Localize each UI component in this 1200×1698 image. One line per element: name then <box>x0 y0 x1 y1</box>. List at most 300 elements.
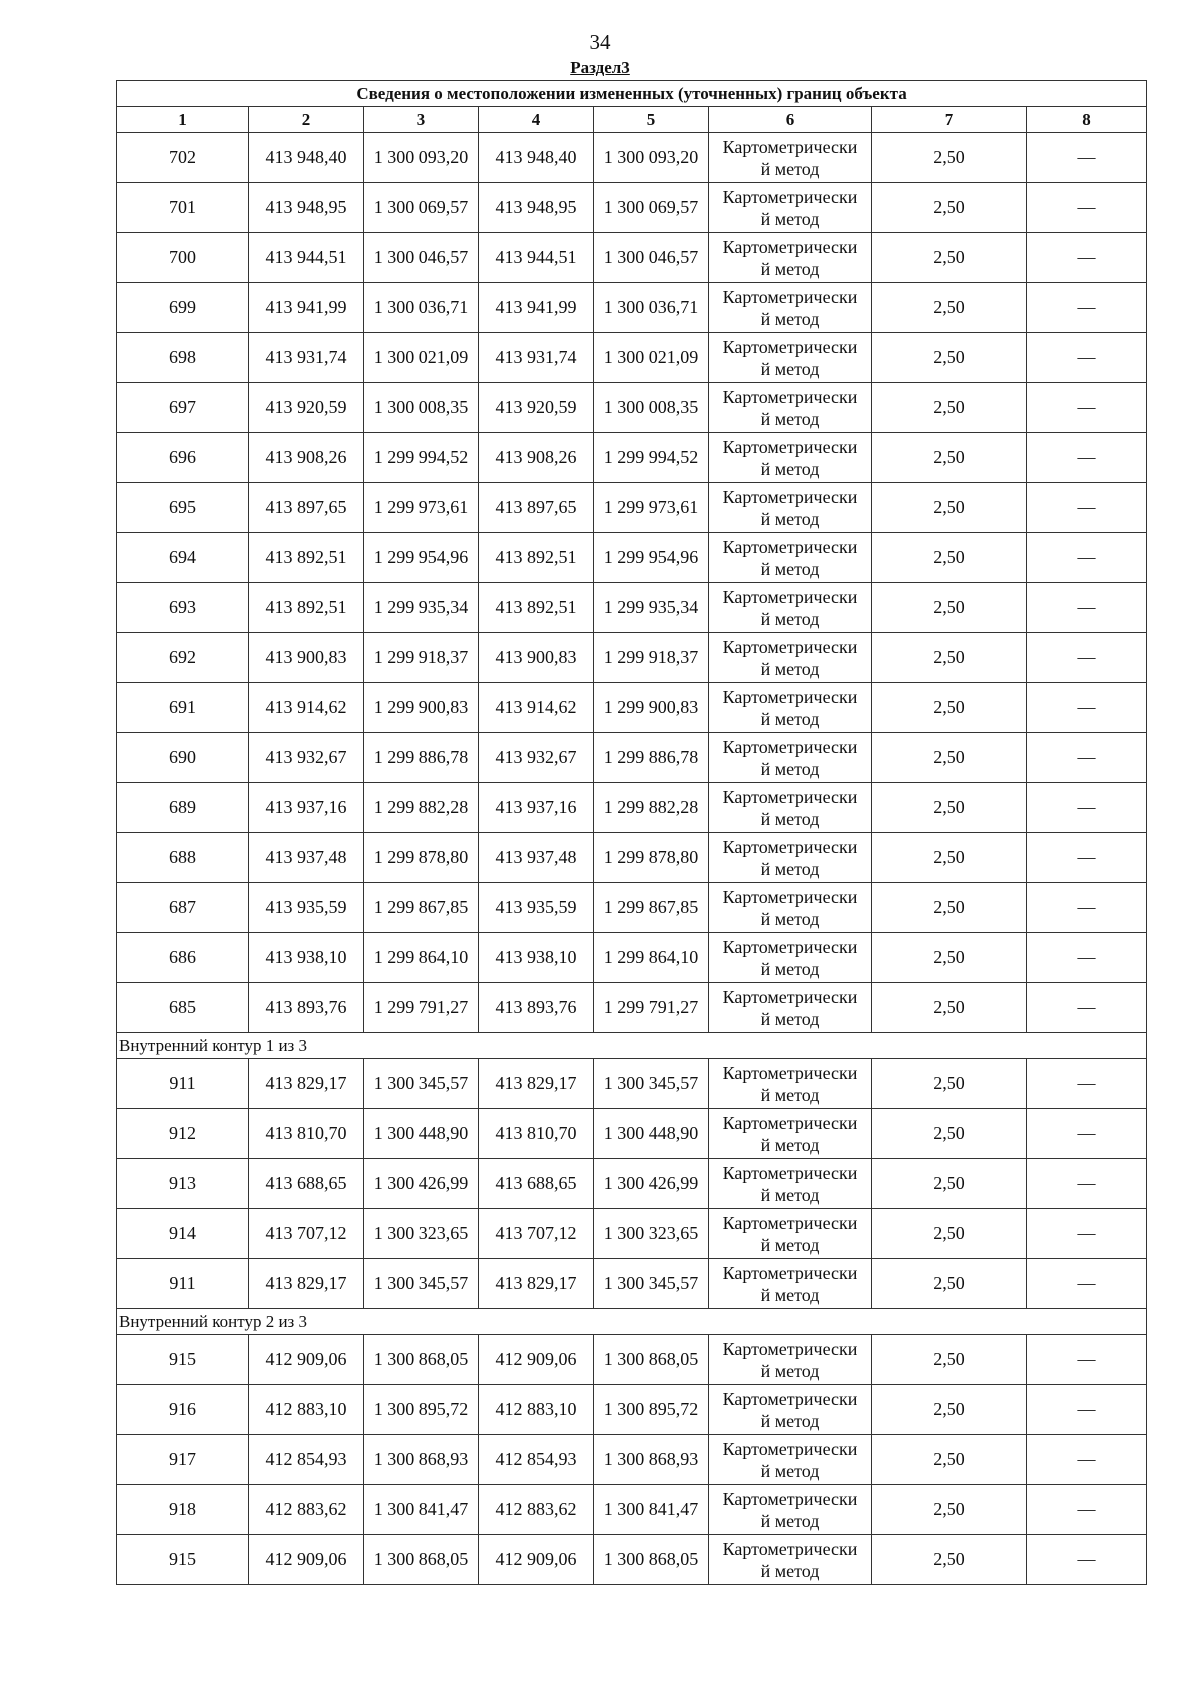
y-coordinate-cell: 1 299 886,78 <box>594 733 709 783</box>
accuracy-cell: 2,50 <box>872 133 1027 183</box>
x-coordinate-cell: 413 829,17 <box>479 1259 594 1309</box>
description-cell: — <box>1027 1335 1147 1385</box>
accuracy-cell: 2,50 <box>872 1535 1027 1585</box>
x-coordinate-cell: 412 883,62 <box>479 1485 594 1535</box>
method-text-line: Картометрически <box>722 586 858 607</box>
method-text-line: й метод <box>760 308 820 329</box>
x-coordinate-cell: 413 829,17 <box>479 1059 594 1109</box>
method-cell <box>709 633 872 683</box>
method-text-line: й метод <box>760 1460 820 1481</box>
table-row <box>117 683 1147 733</box>
method-text-line: Картометрически <box>722 1388 858 1409</box>
point-number-cell: 697 <box>117 383 249 433</box>
y-coordinate-cell: 1 300 069,57 <box>594 183 709 233</box>
table-row <box>117 1535 1147 1585</box>
method-text-line: Картометрически <box>722 186 858 207</box>
x-coordinate-cell: 413 937,48 <box>249 833 364 883</box>
x-coordinate-cell: 413 900,83 <box>249 633 364 683</box>
method-text-line: й метод <box>760 808 820 829</box>
table-title-row <box>117 81 1147 107</box>
method-cell <box>709 433 872 483</box>
column-number: 5 <box>594 107 709 133</box>
method-cell <box>709 233 872 283</box>
section-title: Раздел3 <box>570 58 630 77</box>
y-coordinate-cell: 1 299 878,80 <box>594 833 709 883</box>
table-row <box>117 783 1147 833</box>
description-cell: — <box>1027 1435 1147 1485</box>
method-text-line: й метод <box>760 1510 820 1531</box>
y-coordinate-cell: 1 300 841,47 <box>364 1485 479 1535</box>
method-text-line: й метод <box>760 958 820 979</box>
description-cell: — <box>1027 883 1147 933</box>
accuracy-cell: 2,50 <box>872 983 1027 1033</box>
description-cell: — <box>1027 733 1147 783</box>
table-row <box>117 383 1147 433</box>
point-number-cell: 914 <box>117 1209 249 1259</box>
x-coordinate-cell: 413 829,17 <box>249 1059 364 1109</box>
x-coordinate-cell: 413 948,95 <box>249 183 364 233</box>
coordinates-table <box>116 80 1147 1585</box>
table-row <box>117 133 1147 183</box>
x-coordinate-cell: 413 944,51 <box>479 233 594 283</box>
description-cell: — <box>1027 683 1147 733</box>
column-number: 4 <box>479 107 594 133</box>
y-coordinate-cell: 1 300 093,20 <box>594 133 709 183</box>
point-number-cell: 701 <box>117 183 249 233</box>
y-coordinate-cell: 1 300 868,05 <box>364 1535 479 1585</box>
y-coordinate-cell: 1 299 864,10 <box>594 933 709 983</box>
x-coordinate-cell: 413 810,70 <box>249 1109 364 1159</box>
method-text-line: Картометрически <box>722 486 858 507</box>
method-text-line: й метод <box>760 1184 820 1205</box>
x-coordinate-cell: 412 909,06 <box>249 1535 364 1585</box>
y-coordinate-cell: 1 300 895,72 <box>364 1385 479 1435</box>
table-title: Сведения о местоположении измененных (уточненных) границ объекта <box>117 81 1147 107</box>
y-coordinate-cell: 1 299 864,10 <box>364 933 479 983</box>
description-cell: — <box>1027 1259 1147 1309</box>
method-text-line: Картометрически <box>722 1338 858 1359</box>
method-cell <box>709 733 872 783</box>
method-text-line: Картометрически <box>722 1438 858 1459</box>
contour-label-row <box>117 1033 1147 1059</box>
method-cell <box>709 833 872 883</box>
y-coordinate-cell: 1 299 954,96 <box>364 533 479 583</box>
method-text-line: й метод <box>760 908 820 929</box>
table-row <box>117 1259 1147 1309</box>
y-coordinate-cell: 1 300 868,93 <box>594 1435 709 1485</box>
point-number-cell: 913 <box>117 1159 249 1209</box>
method-text-line: й метод <box>760 608 820 629</box>
x-coordinate-cell: 413 935,59 <box>249 883 364 933</box>
method-text-line: й метод <box>760 1134 820 1155</box>
method-text-line: Картометрически <box>722 986 858 1007</box>
method-cell <box>709 1535 872 1585</box>
method-cell <box>709 533 872 583</box>
y-coordinate-cell: 1 299 867,85 <box>364 883 479 933</box>
y-coordinate-cell: 1 300 868,05 <box>594 1535 709 1585</box>
point-number-cell: 700 <box>117 233 249 283</box>
point-number-cell: 702 <box>117 133 249 183</box>
table-row <box>117 1385 1147 1435</box>
x-coordinate-cell: 413 948,40 <box>249 133 364 183</box>
method-text-line: Картометрически <box>722 786 858 807</box>
method-cell <box>709 1385 872 1435</box>
y-coordinate-cell: 1 299 791,27 <box>364 983 479 1033</box>
method-cell <box>709 483 872 533</box>
description-cell: — <box>1027 133 1147 183</box>
y-coordinate-cell: 1 299 886,78 <box>364 733 479 783</box>
x-coordinate-cell: 412 909,06 <box>249 1335 364 1385</box>
table-row <box>117 183 1147 233</box>
method-text-line: Картометрически <box>722 636 858 657</box>
description-cell: — <box>1027 233 1147 283</box>
y-coordinate-cell: 1 299 973,61 <box>364 483 479 533</box>
accuracy-cell: 2,50 <box>872 883 1027 933</box>
description-cell: — <box>1027 333 1147 383</box>
x-coordinate-cell: 413 932,67 <box>479 733 594 783</box>
page-number: 34 <box>589 30 611 54</box>
table-row <box>117 733 1147 783</box>
y-coordinate-cell: 1 299 994,52 <box>364 433 479 483</box>
y-coordinate-cell: 1 299 935,34 <box>364 583 479 633</box>
method-cell <box>709 1485 872 1535</box>
method-text-line: Картометрически <box>722 1112 858 1133</box>
method-text-line: Картометрически <box>722 286 858 307</box>
description-cell: — <box>1027 533 1147 583</box>
method-text-line: й метод <box>760 458 820 479</box>
x-coordinate-cell: 413 892,51 <box>479 583 594 633</box>
x-coordinate-cell: 413 688,65 <box>479 1159 594 1209</box>
y-coordinate-cell: 1 300 046,57 <box>364 233 479 283</box>
y-coordinate-cell: 1 299 900,83 <box>594 683 709 733</box>
method-text-line: Картометрически <box>722 386 858 407</box>
y-coordinate-cell: 1 300 323,65 <box>364 1209 479 1259</box>
table-row <box>117 983 1147 1033</box>
accuracy-cell: 2,50 <box>872 1109 1027 1159</box>
x-coordinate-cell: 413 914,62 <box>249 683 364 733</box>
y-coordinate-cell: 1 300 345,57 <box>364 1259 479 1309</box>
x-coordinate-cell: 413 944,51 <box>249 233 364 283</box>
table-row <box>117 1109 1147 1159</box>
x-coordinate-cell: 412 883,62 <box>249 1485 364 1535</box>
y-coordinate-cell: 1 299 954,96 <box>594 533 709 583</box>
y-coordinate-cell: 1 300 021,09 <box>594 333 709 383</box>
y-coordinate-cell: 1 300 895,72 <box>594 1385 709 1435</box>
point-number-cell: 691 <box>117 683 249 733</box>
accuracy-cell: 2,50 <box>872 433 1027 483</box>
accuracy-cell: 2,50 <box>872 1435 1027 1485</box>
y-coordinate-cell: 1 299 918,37 <box>594 633 709 683</box>
table-row <box>117 1059 1147 1109</box>
accuracy-cell: 2,50 <box>872 933 1027 983</box>
x-coordinate-cell: 413 892,51 <box>249 583 364 633</box>
method-cell <box>709 1335 872 1385</box>
description-cell: — <box>1027 833 1147 883</box>
x-coordinate-cell: 413 900,83 <box>479 633 594 683</box>
accuracy-cell: 2,50 <box>872 233 1027 283</box>
point-number-cell: 699 <box>117 283 249 333</box>
method-text-line: й метод <box>760 208 820 229</box>
description-cell: — <box>1027 1385 1147 1435</box>
x-coordinate-cell: 413 707,12 <box>249 1209 364 1259</box>
y-coordinate-cell: 1 299 867,85 <box>594 883 709 933</box>
description-cell: — <box>1027 633 1147 683</box>
y-coordinate-cell: 1 299 935,34 <box>594 583 709 633</box>
accuracy-cell: 2,50 <box>872 283 1027 333</box>
y-coordinate-cell: 1 299 882,28 <box>594 783 709 833</box>
point-number-cell: 690 <box>117 733 249 783</box>
y-coordinate-cell: 1 300 093,20 <box>364 133 479 183</box>
y-coordinate-cell: 1 300 448,90 <box>594 1109 709 1159</box>
x-coordinate-cell: 413 707,12 <box>479 1209 594 1259</box>
method-cell <box>709 883 872 933</box>
table-row <box>117 1435 1147 1485</box>
description-cell: — <box>1027 383 1147 433</box>
accuracy-cell: 2,50 <box>872 1209 1027 1259</box>
method-cell <box>709 1259 872 1309</box>
x-coordinate-cell: 413 892,51 <box>249 533 364 583</box>
x-coordinate-cell: 412 883,10 <box>249 1385 364 1435</box>
method-cell <box>709 1109 872 1159</box>
x-coordinate-cell: 413 931,74 <box>479 333 594 383</box>
point-number-cell: 911 <box>117 1059 249 1109</box>
x-coordinate-cell: 413 932,67 <box>249 733 364 783</box>
y-coordinate-cell: 1 300 426,99 <box>364 1159 479 1209</box>
method-cell <box>709 183 872 233</box>
y-coordinate-cell: 1 300 868,05 <box>594 1335 709 1385</box>
method-cell <box>709 683 872 733</box>
y-coordinate-cell: 1 299 882,28 <box>364 783 479 833</box>
method-cell <box>709 283 872 333</box>
method-text-line: й метод <box>760 658 820 679</box>
description-cell: — <box>1027 783 1147 833</box>
y-coordinate-cell: 1 300 345,57 <box>364 1059 479 1109</box>
y-coordinate-cell: 1 299 791,27 <box>594 983 709 1033</box>
point-number-cell: 918 <box>117 1485 249 1535</box>
method-text-line: Картометрически <box>722 236 858 257</box>
x-coordinate-cell: 413 937,16 <box>249 783 364 833</box>
method-text-line: й метод <box>760 758 820 779</box>
x-coordinate-cell: 413 931,74 <box>249 333 364 383</box>
y-coordinate-cell: 1 300 868,05 <box>364 1335 479 1385</box>
column-number: 8 <box>1027 107 1147 133</box>
contour-label: Внутренний контур 2 из 3 <box>117 1309 1147 1335</box>
y-coordinate-cell: 1 300 069,57 <box>364 183 479 233</box>
method-text-line: й метод <box>760 1084 820 1105</box>
method-cell <box>709 933 872 983</box>
accuracy-cell: 2,50 <box>872 333 1027 383</box>
method-text-line: й метод <box>760 508 820 529</box>
description-cell: — <box>1027 1535 1147 1585</box>
accuracy-cell: 2,50 <box>872 683 1027 733</box>
method-text-line: Картометрически <box>722 1212 858 1233</box>
x-coordinate-cell: 413 948,40 <box>479 133 594 183</box>
description-cell: — <box>1027 1485 1147 1535</box>
method-text-line: Картометрически <box>722 736 858 757</box>
description-cell: — <box>1027 183 1147 233</box>
x-coordinate-cell: 413 810,70 <box>479 1109 594 1159</box>
method-cell <box>709 333 872 383</box>
y-coordinate-cell: 1 299 900,83 <box>364 683 479 733</box>
point-number-cell: 689 <box>117 783 249 833</box>
accuracy-cell: 2,50 <box>872 633 1027 683</box>
accuracy-cell: 2,50 <box>872 183 1027 233</box>
description-cell: — <box>1027 483 1147 533</box>
table-row <box>117 933 1147 983</box>
table-row <box>117 233 1147 283</box>
method-text-line: й метод <box>760 708 820 729</box>
x-coordinate-cell: 412 909,06 <box>479 1335 594 1385</box>
x-coordinate-cell: 412 854,93 <box>249 1435 364 1485</box>
table-row <box>117 1335 1147 1385</box>
accuracy-cell: 2,50 <box>872 583 1027 633</box>
x-coordinate-cell: 412 909,06 <box>479 1535 594 1585</box>
method-text-line: Картометрически <box>722 436 858 457</box>
column-number: 1 <box>117 107 249 133</box>
x-coordinate-cell: 413 941,99 <box>249 283 364 333</box>
x-coordinate-cell: 413 893,76 <box>249 983 364 1033</box>
point-number-cell: 915 <box>117 1335 249 1385</box>
x-coordinate-cell: 413 937,16 <box>479 783 594 833</box>
table-row <box>117 533 1147 583</box>
column-number: 2 <box>249 107 364 133</box>
y-coordinate-cell: 1 300 448,90 <box>364 1109 479 1159</box>
x-coordinate-cell: 413 914,62 <box>479 683 594 733</box>
method-text-line: Картометрически <box>722 136 858 157</box>
method-cell <box>709 583 872 633</box>
point-number-cell: 695 <box>117 483 249 533</box>
table-row <box>117 483 1147 533</box>
method-text-line: й метод <box>760 408 820 429</box>
y-coordinate-cell: 1 300 345,57 <box>594 1059 709 1109</box>
x-coordinate-cell: 413 920,59 <box>249 383 364 433</box>
accuracy-cell: 2,50 <box>872 783 1027 833</box>
x-coordinate-cell: 413 893,76 <box>479 983 594 1033</box>
method-text-line: Картометрически <box>722 1062 858 1083</box>
method-text-line: й метод <box>760 558 820 579</box>
method-text-line: Картометрически <box>722 1262 858 1283</box>
method-text-line: Картометрически <box>722 1162 858 1183</box>
accuracy-cell: 2,50 <box>872 1259 1027 1309</box>
point-number-cell: 694 <box>117 533 249 583</box>
method-text-line: Картометрически <box>722 336 858 357</box>
method-text-line: Картометрически <box>722 1538 858 1559</box>
table-row <box>117 283 1147 333</box>
method-cell <box>709 983 872 1033</box>
table-row <box>117 583 1147 633</box>
y-coordinate-cell: 1 300 021,09 <box>364 333 479 383</box>
y-coordinate-cell: 1 299 918,37 <box>364 633 479 683</box>
point-number-cell: 911 <box>117 1259 249 1309</box>
description-cell: — <box>1027 433 1147 483</box>
description-cell: — <box>1027 283 1147 333</box>
accuracy-cell: 2,50 <box>872 1335 1027 1385</box>
point-number-cell: 917 <box>117 1435 249 1485</box>
table-row <box>117 1209 1147 1259</box>
x-coordinate-cell: 413 897,65 <box>249 483 364 533</box>
method-cell <box>709 383 872 433</box>
table-row <box>117 883 1147 933</box>
point-number-cell: 916 <box>117 1385 249 1435</box>
method-text-line: Картометрически <box>722 1488 858 1509</box>
method-text-line: й метод <box>760 358 820 379</box>
x-coordinate-cell: 413 688,65 <box>249 1159 364 1209</box>
method-text-line: й метод <box>760 1360 820 1381</box>
description-cell: — <box>1027 983 1147 1033</box>
y-coordinate-cell: 1 299 973,61 <box>594 483 709 533</box>
column-number: 3 <box>364 107 479 133</box>
table-row <box>117 633 1147 683</box>
method-cell <box>709 133 872 183</box>
contour-label: Внутренний контур 1 из 3 <box>117 1033 1147 1059</box>
method-cell <box>709 1159 872 1209</box>
point-number-cell: 912 <box>117 1109 249 1159</box>
table-row <box>117 1159 1147 1209</box>
y-coordinate-cell: 1 300 008,35 <box>364 383 479 433</box>
point-number-cell: 688 <box>117 833 249 883</box>
description-cell: — <box>1027 1209 1147 1259</box>
x-coordinate-cell: 413 908,26 <box>249 433 364 483</box>
point-number-cell: 692 <box>117 633 249 683</box>
y-coordinate-cell: 1 300 036,71 <box>594 283 709 333</box>
accuracy-cell: 2,50 <box>872 483 1027 533</box>
x-coordinate-cell: 413 938,10 <box>479 933 594 983</box>
point-number-cell: 696 <box>117 433 249 483</box>
contour-label-row <box>117 1309 1147 1335</box>
y-coordinate-cell: 1 300 868,93 <box>364 1435 479 1485</box>
point-number-cell: 698 <box>117 333 249 383</box>
accuracy-cell: 2,50 <box>872 1485 1027 1535</box>
method-cell <box>709 1209 872 1259</box>
x-coordinate-cell: 413 935,59 <box>479 883 594 933</box>
x-coordinate-cell: 412 883,10 <box>479 1385 594 1435</box>
y-coordinate-cell: 1 300 426,99 <box>594 1159 709 1209</box>
y-coordinate-cell: 1 300 036,71 <box>364 283 479 333</box>
column-number: 7 <box>872 107 1027 133</box>
column-number-row <box>117 107 1147 133</box>
y-coordinate-cell: 1 300 345,57 <box>594 1259 709 1309</box>
method-text-line: й метод <box>760 1410 820 1431</box>
description-cell: — <box>1027 933 1147 983</box>
x-coordinate-cell: 413 829,17 <box>249 1259 364 1309</box>
description-cell: — <box>1027 1159 1147 1209</box>
method-cell <box>709 1059 872 1109</box>
x-coordinate-cell: 413 948,95 <box>479 183 594 233</box>
method-text-line: Картометрически <box>722 686 858 707</box>
accuracy-cell: 2,50 <box>872 1385 1027 1435</box>
description-cell: — <box>1027 1109 1147 1159</box>
accuracy-cell: 2,50 <box>872 383 1027 433</box>
table-row <box>117 833 1147 883</box>
method-text-line: й метод <box>760 1284 820 1305</box>
x-coordinate-cell: 413 892,51 <box>479 533 594 583</box>
point-number-cell: 915 <box>117 1535 249 1585</box>
y-coordinate-cell: 1 300 841,47 <box>594 1485 709 1535</box>
y-coordinate-cell: 1 300 008,35 <box>594 383 709 433</box>
method-text-line: й метод <box>760 158 820 179</box>
method-text-line: й метод <box>760 258 820 279</box>
x-coordinate-cell: 413 920,59 <box>479 383 594 433</box>
point-number-cell: 693 <box>117 583 249 633</box>
y-coordinate-cell: 1 299 994,52 <box>594 433 709 483</box>
x-coordinate-cell: 413 908,26 <box>479 433 594 483</box>
method-text-line: Картометрически <box>722 936 858 957</box>
method-text-line: й метод <box>760 1008 820 1029</box>
x-coordinate-cell: 413 938,10 <box>249 933 364 983</box>
point-number-cell: 687 <box>117 883 249 933</box>
y-coordinate-cell: 1 300 323,65 <box>594 1209 709 1259</box>
point-number-cell: 686 <box>117 933 249 983</box>
